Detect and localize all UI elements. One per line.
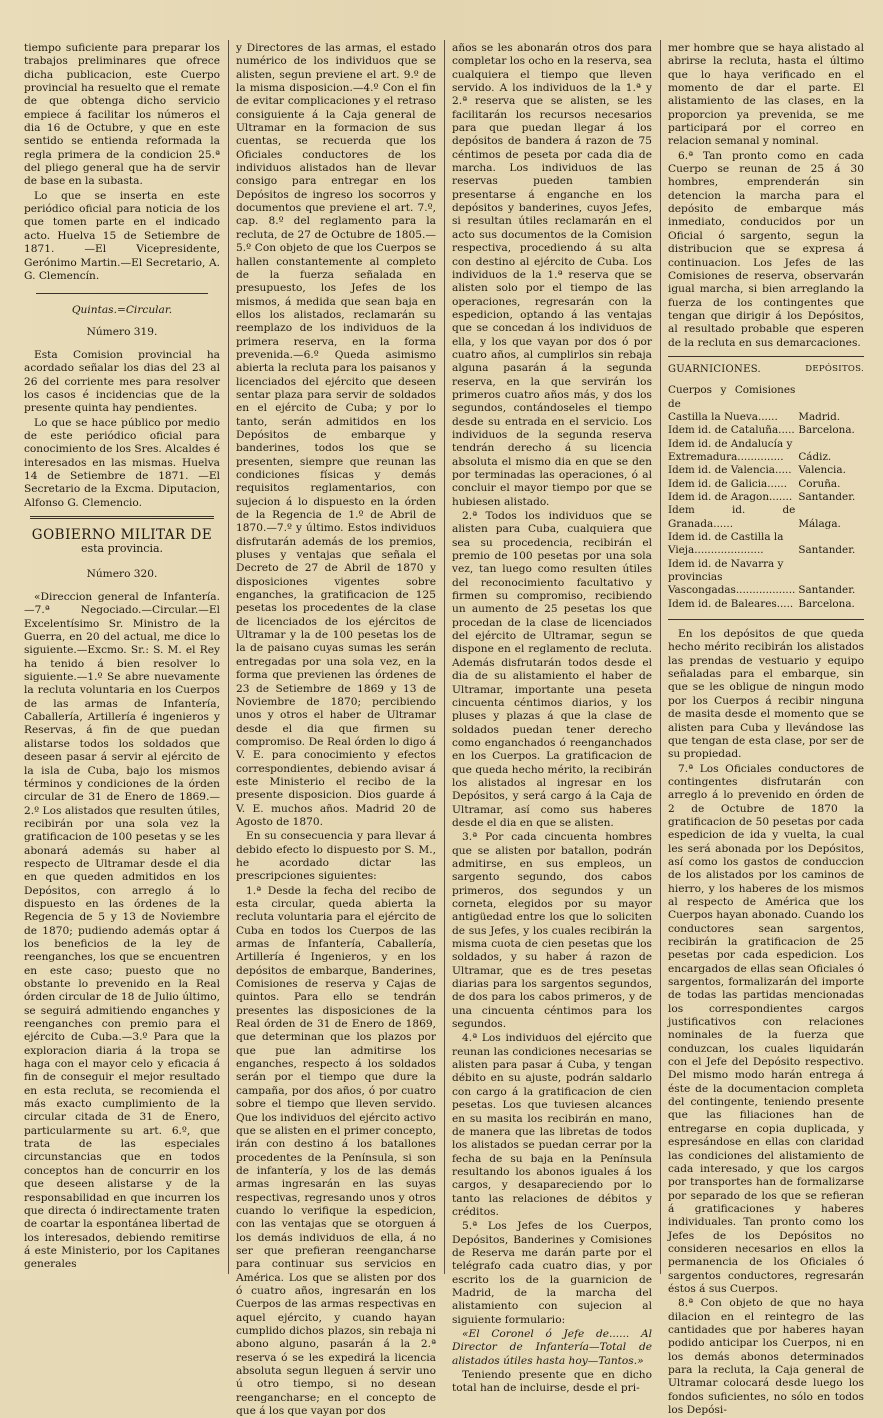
deposits-table-header: [668, 363, 864, 376]
notice-number: Número 319.: [86, 325, 158, 338]
garrison-name: Idem id. de Cataluña.....: [668, 424, 795, 437]
deposit-row: [668, 544, 864, 557]
column-rule: [228, 40, 229, 1274]
deposit-place: Cádiz.: [798, 450, 832, 463]
paragraph: 7.ª Los Oficiales conductores de contingentes disfrutarán con arreglo á lo prevenido en órden de 2 de Octubre de 1870 la gratificacion de 50 pesetas por cada espedicion de ida y vuelta, la cual les será abonada por los Depósitos, así como los gastos de conduccion de los alistados por los caminos de hierro, y los haberes de los mismos al respecto de América que los Cuerpos hayan abonado. Cuando los conductores sean sargentos, recibirán la gratificacion de 25 pesetas por cada espedicion. Los encargados de ellas sean Oficiales ó sargentos, formalizarán del importe de todas las partidas mencionadas los correspondientes cargos justificativos con relaciones nominales de la fuerza que conduzcan, los cuales liquidarán con el Jefe del Depósito respectivo. Del mismo modo harán entrega á éste de la documentacion completa del contingente, teniendo presente que las filiaciones han de entregarse en copia duplicada, y espresándose en ellas con claridad las condiciones del alistamiento de cada interesado, y que los cargos por transportes han de formalizarse por separado de los que se refieran á gratificaciones y haberes individuales. Tan pronto como los Jefes de los Depósitos no consideren necesarios en ellos la permanencia de los Oficiales ó sargentos conductores, regresarán éstos á sus Cuerpos.: [668, 762, 864, 1295]
deposit-place: [795, 438, 864, 451]
deposit-place: Málaga.: [798, 517, 841, 530]
paragraph: 1.ª Desde la fecha del recibo de esta circular, queda abierta la recluta voluntaria para el ejército de Cuba en todos los Cuerpos de las armas de Infantería, Caballería, Artillería é Ingenieros, y en los depósitos de embarque, Banderines, Comisiones de reserva y Cajas de quintos. Para ello se tendrán presentes las disposiciones de la Real órden de 31 de Enero de 1869, que determinan que los plazos por que pue lan admitirse los enganches, respecto á los soldados serán por el tiempo que dure la campaña, por dos años, ó por cuatro sobre el tiempo que lleven servido. Que los individuos del ejército activo que se alisten en el primer concepto, irán con destino á los batallones procedentes de la Península, si son de infantería, y los de las demás armas ingresarán en las suyas respectivas, regresando unos y otros cuando lo verifique la espedicion, con las ventajas que se otorguen á los demás individuos de ella, á no ser que prefieran reengancharse para continuar sus servicios en América. Los que se alisten por dos ó cuatro años, ingresarán en los Cuerpos de las armas respectivas en aquel ejército, y cuando hayan cumplido dichos plazos, sin rebaja ni abono alguno, pasarán á la 2.ª reserva ó se les expedirá la licencia absoluta segun lleguen á servir uno ú otro tiempo, si no desean reengancharse; en el concepto de que á los que vayan por dos: [236, 884, 436, 1418]
deposit-place: Coruña.: [798, 477, 841, 490]
garrison-name: Idem id. de Valencia.....: [668, 464, 792, 477]
paragraph: mer hombre que se haya alistado al abrirse la recluta, hasta el último que lo haya verificado en el momento de dar el parte. El alistamiento de las clases, en la proporcion ya prevenida, se me participará por el correo en relacion semanal y nominal.: [668, 42, 864, 148]
paragraph: En los depósitos de que queda hecho mérito recibirán los alistados las prendas de vestuario y equipo señaladas para el embarque, sin que se les obligue de ningun modo por los Cuerpos á recibir ninguna de masita desde el momento que se alisten para Cuba y llevándose las que tengan de esta clase, por ser de su propiedad.: [668, 628, 864, 761]
paragraph: Esta Comision provincial ha acordado señalar los dias del 23 al 26 del corriente mes para resolver los casos é incidencias que de la presente quinta hay pendientes.: [24, 348, 220, 415]
paragraph: «Direccion general de Infantería. —7.ª Negociado.—Circular.—El Excelentísimo Sr. Ministro de la Guerra, en 20 del actual, me dice lo siguiente.—Excmo. Sr.: S. M. el Rey ha tenido á bien resolver lo siguiente.—1.º Se abre nuevamente la recluta voluntaria en los Cuerpos de las armas de Infantería, Caballería, Artillería é ingenieros y Reservas, á fin de que puedan alistarse todos los soldados que deseen pasar á servir al ejército de la isla de Cuba, bajo los mismos términos y condiciones de la órden circular de 31 de Enero de 1869.—2.º Los alistados que resulten útiles, recibirán por una sola vez la gratificacion de 100 pesetas y se les abonará además su haber al respecto de Ultramar desde el dia en que queden admitidos en los Depósitos, con arreglo á lo dispuesto en las órdenes de la Regencia de 5 y 13 de Noviembre de 1870; pudiendo además optar á los beneficios de la ley de reenganches, los que se encuentren en este caso; puesto que no obstante lo prevenido en la Real órden circular de 18 de Julio último, se seguirá admitiendo enganches y reenganches con premio para el ejército de Cuba.—3.º Para que la exploracion diaria á la tropa se haga con el mayor celo y eficacia á fin de conseguir el mejor resultado en esta recluta, se recomienda el más exacto cumplimiento de la circular citada de 31 de Enero, particularmente su art. 6.º, que trata de las especiales circunstancias que en todos conceptos han de concurrir en los que deseen alistarse y de la responsabilidad en que incurren los que directa ó indirectamente traten de coartar la espontánea libertad de los interesados, debiendo remitirse á este Ministerio, por los Capitanes generales: [24, 591, 220, 1271]
garrison-name: Vieja.....................: [668, 544, 764, 557]
section-divider: [668, 356, 864, 357]
paragraph: 8.ª Con objeto de que no haya dilacion en el reintegro de las cantidades que por haberes hayan podido anticipar los Cuerpos, ni en los demás abonos determinados para la recluta, la Caja general de Ultramar colocará desde luego los fondos suficientes, no sólo en todos los Depósi-: [668, 1297, 864, 1417]
deposits-table: [668, 384, 864, 611]
deposit-place: Santander.: [798, 584, 856, 597]
garrison-name: Cuerpos y Comisiones de: [668, 384, 796, 410]
paragraph: En su consecuencia y para llevar á debido efecto lo dispuesto por S. M., he acordado dictar las prescripciones siguientes:: [236, 830, 436, 883]
garrison-name: Idem id. de Castilla la: [668, 531, 784, 544]
deposit-place: Santander.: [798, 544, 856, 557]
section-divider: [36, 293, 208, 294]
garrison-name: Idem id. de Galicia......: [668, 477, 788, 490]
deposit-row: [668, 451, 864, 464]
notice-number: Número 320.: [86, 567, 158, 580]
garrison-name: provincias Vascongadas..................: [668, 571, 796, 597]
garrison-name: Idem id. de Baleares.....: [668, 597, 794, 610]
section-subtitle: esta provincia.: [80, 542, 164, 556]
column-2: [236, 42, 436, 1418]
garrison-name: Idem id. de Aragon.......: [668, 491, 793, 503]
deposit-place: [795, 384, 864, 411]
deposit-place: Valencia.: [798, 464, 846, 477]
paragraph: tiempo suficiente para preparar los trabajos preliminares que ofrece dicha publicacion, este Cuerpo provincial ha resuelto que el remate de que obtenga dicho servicio empiece á facilitar los números el dia 16 de Octubre, y que en este sentido se entienda reformada la regla primera de la condicion 25.ª del pliego general que ha de servir de base en la subasta.: [24, 42, 220, 188]
paragraph: Teniendo presente que en dicho total han de incluirse, desde el pri-: [452, 1369, 652, 1395]
garrison-name: Idem id. de Andalucía y: [668, 437, 793, 450]
garrison-name: Extremadura..............: [668, 450, 784, 463]
paragraph: 3.ª Por cada cincuenta hombres que se alisten por batallon, podrán admitirse, en sus empleos, un sargento segundo, dos cabos primeros, dos segundos y un corneta, elegidos por su mayor antigüedad entre los que lo soliciten de sus Jefes, y los cuales recibirán la misma cuota de cien pesetas que los soldados, y su haber á razon de Ultramar, que es de tres pesetas diarias para los sargentos segundos, de dos para los cabos primeros, y de una cincuenta céntimos para los segundos.: [452, 831, 652, 1031]
deposit-place: Barcelona.: [798, 424, 855, 437]
garrison-name: Castilla la Nueva......: [668, 410, 778, 423]
deposit-row: [668, 464, 864, 477]
section-title: GOBIERNO MILITAR DE: [31, 527, 213, 543]
paragraph: Lo que se hace público por medio de este periódico oficial para conocimiento de los Sres. Alcaldes é interesados en las mismas. Huelva 14 de Setiembre de 1871. —El Secretario de la Excma. Diputacion, Alfonso G. Clemencio.: [24, 416, 220, 509]
column-4: [668, 42, 864, 1417]
column-rule: [660, 40, 661, 1274]
paragraph: 4.ª Los individuos del ejército que reunan las condiciones necesarias se alisten para pasar á Cuba, y tengan débito en su ajuste, podrán saldarlo con cargo á la gratificacion de cien pesetas. Los que tuviesen alcances en su masita los recibirán en mano, de manera que las libretas de todos los alistados se puedan cerrar por la fecha de su baja en la Península resultando los abonos iguales á los cargos, y desapareciendo por lo tanto las relaciones de débitos y créditos.: [452, 1032, 652, 1218]
deposit-place: Barcelona.: [798, 597, 855, 610]
deposit-row: [668, 531, 864, 544]
deposit-row: [668, 558, 864, 571]
garrison-name: Idem id. de Granada......: [668, 504, 796, 530]
paragraph: Lo que se inserta en este periódico oficial para noticia de los que tomen parte en el indicado acto. Huelva 15 de Setiembre de 1871. —El Vicepresidente, Gerónimo Martin.—El Secretario, A. G. Clemencín.: [24, 189, 220, 282]
deposit-place: Santander.: [798, 491, 856, 503]
paragraph: 2.ª Todos los individuos que se alisten para Cuba, cualquiera que sea su procedencia, recibirán el premio de 100 pesetas por una sola vez, tan luego como resulten útiles del reconocimiento facultativo y firmen su compromiso, recibiendo un aumento de 25 pesetas los que procedan de la clase de licenciados del ejército de Ultramar, segun se dispone en el reglamento de recluta. Además disfrutarán todos desde el dia de su alistamiento el haber de Ultramar, importante una peseta cincuenta céntimos diarios, y los pluses y plazas á que la clase de soldados puedan tener derecho como enganchados ó reenganchados en los Cuerpos. La gratificacion de que queda hecho mérito, la recibirán los alistados al ingresar en los Depósitos, y será cargo á la Caja de Ultramar, así como sus haberes desde el dia en que se alisten.: [452, 510, 652, 829]
deposit-place: Madrid.: [798, 410, 841, 423]
section-divider: [668, 619, 864, 620]
section-divider: [30, 516, 214, 519]
deposit-row: [668, 504, 864, 531]
paragraph: y Directores de las armas, el estado numérico de los individuos que se alisten, segun previene el art. 9.º de la misma disposicion.—4.º Con el fin de evitar complicaciones y el retraso consiguiente á la Caja general de Ultramar en la formacion de sus cuentas, se recuerda que los Oficiales conductores de los individuos alistados han de llevar consigo para entregar en los Depósitos de ingreso los socorros y documentos que previene el art. 7.º, cap. 8.º del reglamento para la recluta, de 27 de Octubre de 1805.—5.º Con objeto de que los Cuerpos se hallen constantemente al completo de la fuerza señalada en presupuesto, los Jefes de los mismos, á medida que sean baja en ellos los alistados, reclamarán su reemplazo de los individuos de la primera reserva, en la forma prevenida.—6.º Queda asimismo abierta la recluta para los paisanos y licenciados del ejército que deseen sentar plaza para servir de soldados en el ejército de Cuba; y por lo tanto, serán admitidos en los Depósitos de embarque y banderines, todos los que se presenten, siempre que reunan las condiciones físicas y demás requisitos reglamentarios, con sujecion á lo dispuesto en la órden de la Regencia de 1.º de Abril de 1870.—7.º y último. Estos individuos disfrutarán además de los premios, pluses y ventajas que señala el Decreto de 27 de Abril de 1870 y disposiciones vigentes sobre enganches, la gratificacion de 125 pesetas los procedentes de la clase de licenciados de los ejércitos de Ultramar y la de 100 pesetas los de la de paisano cuyas sumas les serán entregadas por una sola vez, en la forma que previenen las órdenes de 23 de Setiembre de 1869 y 13 de Noviembre de 1870; percibiendo unos y otros el haber de Ultramar desde el dia que firmen su compromiso. De Real órden lo digo á V. E. para conocimiento y efectos correspondientes, debiendo avisar á este Ministerio el recibo de la presente disposicion. Dios guarde á V. E. muchos años. Madrid 20 de Agosto de 1870.: [236, 42, 436, 828]
deposit-place: [795, 531, 864, 544]
telegram-formula: «El Coronel ó Jefe de...... Al Director de Infantería—Total de alistados útiles hasta hoy—Tantos.»: [452, 1328, 652, 1367]
paragraph: 5.ª Los Jefes de los Cuerpos, Depósitos, Banderines y Comisiones de Reserva me darán parte por el telégrafo cada cuatro dias, y por escrito los de la guarnicion de Madrid, de la marcha del alistamiento con sujecion al siguiente formulario:: [452, 1220, 652, 1326]
garrison-name: Idem id. de Navarra y: [668, 557, 784, 570]
column-rule: [444, 40, 445, 1274]
deposits-heading: DEPÓSITOS.: [805, 363, 864, 374]
deposit-row: [668, 478, 864, 491]
deposit-row: [668, 411, 864, 424]
paragraph: años se les abonarán otros dos para completar los ocho en la reserva, sea cualquiera el tiempo que lleven servido. A los individuos de la 1.ª y 2.ª reserva que se alisten, se les facilitarán los recursos necesarios para que puedan llegar á los depósitos de bandera á razon de 75 céntimos de peseta por cada dia de marcha. Los individuos de las reservas pueden tambien presentarse á enganche en los depósitos y banderines, cuyos Jefes, si resultan útiles reclamarán en el acto sus documentos de la Comision respectiva, procediendo á su alta con destino al ejército de Cuba. Los individuos de la 1.ª reserva que se alisten solo por el tiempo de las operaciones, regresarán con la espedicion, optando á las ventajas que se concedan á los individuos de ella, y los que vayan por dos ó por cuatro años, al cumplirlos sin rebaja alguna pasarán á la segunda reserva, en la que servirán los primeros cuatro años más, y dos los segundos, contándoseles el tiempo desde su entrada en el servicio. Los individuos de la segunda reserva tendrán derecho á su licencia absoluta el mismo dia en que se den por terminadas las operaciones, ó al concluir el mayor tiempo por que se hubiesen alistado.: [452, 42, 652, 508]
deposit-row: [668, 598, 864, 611]
paragraph: 6.ª Tan pronto como en cada Cuerpo se reunan de 25 á 30 hombres, emprenderán sin detencion la marcha para el depósito de embarque más inmediato, conducidos por un Oficial ó sargento, segun la distribucion que se expresa á continuacion. Los Jefes de las Comisiones de reserva, observarán igual marcha, si bien arreglando la fuerza de los contingentes que tengan que dirigir á los Depósitos, al resultado probable que esperen de la recluta en sus demarcaciones.: [668, 149, 864, 349]
deposit-row: [668, 438, 864, 451]
column-1: [24, 42, 220, 1272]
garrisons-heading: GUARNICIONES.: [668, 363, 761, 375]
deposit-place: [795, 558, 864, 571]
section-heading: Quintas.=Circular.: [71, 304, 173, 317]
deposit-row: [668, 424, 864, 437]
deposit-row: [668, 571, 864, 598]
deposit-row: [668, 491, 864, 504]
column-3: [452, 42, 652, 1395]
deposit-row: [668, 384, 864, 411]
